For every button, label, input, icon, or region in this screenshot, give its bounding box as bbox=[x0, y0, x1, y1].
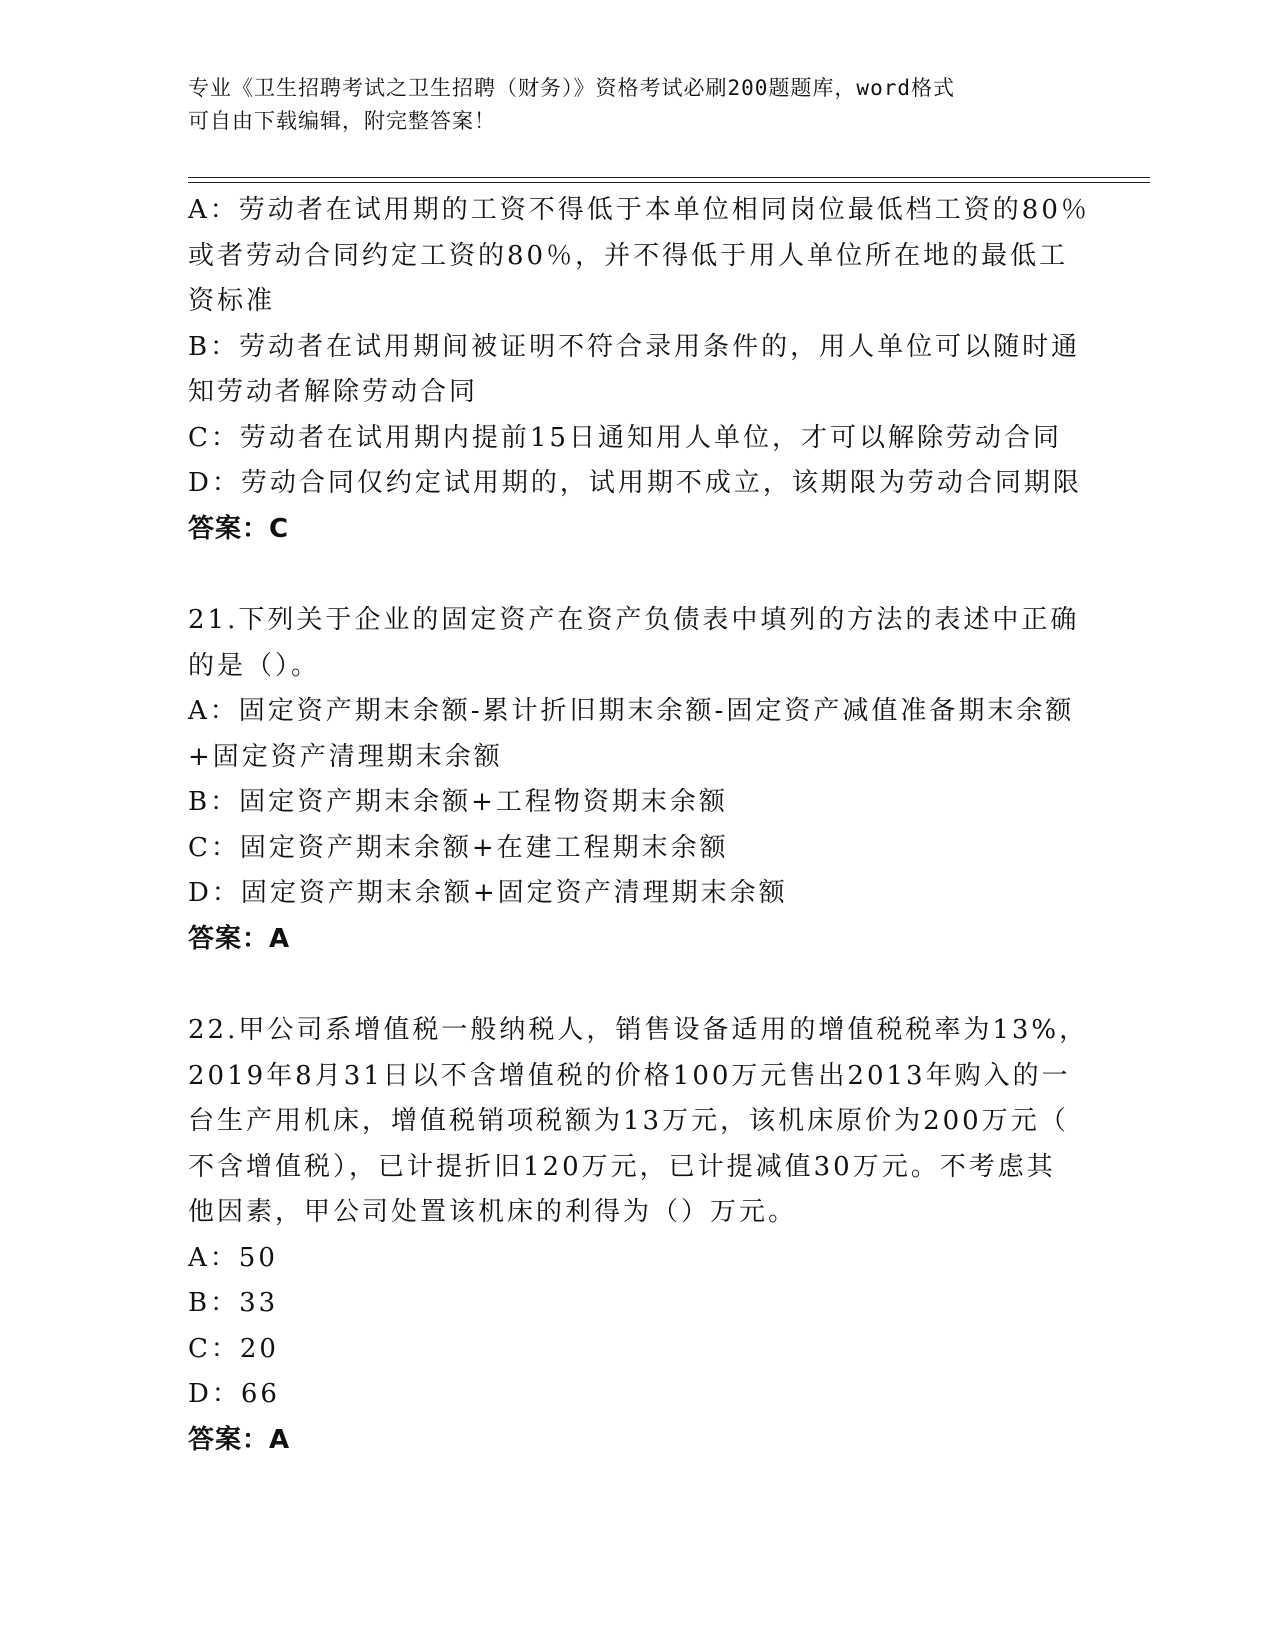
question-stem-line-4: 不含增值税），已计提折旧120万元，已计提减值30万元。不考虑其 bbox=[188, 1151, 1056, 1182]
option-c: C：劳动者在试用期内提前15日通知用人单位，才可以解除劳动合同 bbox=[188, 422, 1062, 453]
option-b: B：33 bbox=[188, 1288, 279, 1318]
answer: 答案：A bbox=[188, 923, 291, 954]
header-divider-bottom bbox=[188, 182, 1150, 183]
question-stem-line-1: 21.下列关于企业的固定资产在资产负债表中填列的方法的表述中正确 bbox=[188, 605, 1080, 635]
question-stem-line-5: 他因素，甲公司处置该机床的利得为（）万元。 bbox=[188, 1197, 798, 1227]
spacer bbox=[188, 962, 1078, 1008]
question-stem-line-2: 的是（）。 bbox=[188, 650, 321, 681]
option-d: D：劳动合同仅约定试用期的，试用期不成立，该期限为劳动合同期限 bbox=[188, 468, 1082, 498]
option-a-line-1: A：固定资产期末余额-累计折旧期末余额-固定资产减值准备期末余额 bbox=[188, 696, 1075, 726]
question-stem-line-1: 22.甲公司系增值税一般纳税人，销售设备适用的增值税税率为13%， bbox=[188, 1015, 1089, 1045]
question-21 bbox=[188, 598, 1078, 962]
answer: 答案：C bbox=[188, 513, 290, 544]
option-a-line-1: A：劳动者在试用期的工资不得低于本单位相同岗位最低档工资的80％ bbox=[188, 195, 1090, 225]
header-line-2: 可自由下载编辑，附完整答案！ bbox=[188, 109, 496, 133]
question-20 bbox=[188, 188, 1090, 552]
option-a-line-2: +固定资产清理期末余额 bbox=[188, 741, 503, 772]
question-22 bbox=[188, 1008, 1089, 1463]
option-b: B：固定资产期末余额+工程物资期末余额 bbox=[188, 787, 728, 817]
question-stem-line-3: 台生产用机床，增值税销项税额为13万元，该机床原价为200万元（ bbox=[188, 1106, 1069, 1136]
option-a-line-3: 资标准 bbox=[188, 286, 276, 316]
option-b-line-2: 知劳动者解除劳动合同 bbox=[188, 377, 479, 407]
question-stem-line-2: 2019年8月31日以不含增值税的价格100万元售出2013年购入的一 bbox=[188, 1060, 1071, 1091]
option-d: D：66 bbox=[188, 1379, 280, 1409]
option-c: C：固定资产期末余额+在建工程期末余额 bbox=[188, 832, 729, 863]
header-divider-top bbox=[188, 177, 1150, 178]
option-a: A：50 bbox=[188, 1242, 278, 1273]
option-a-line-2: 或者劳动合同约定工资的80％，并不得低于用人单位所在地的最低工 bbox=[188, 240, 1069, 271]
question-content bbox=[188, 188, 1090, 1463]
spacer bbox=[188, 552, 1078, 598]
document-header bbox=[188, 72, 1068, 138]
answer: 答案：A bbox=[188, 1424, 291, 1455]
option-b-line-1: B：劳动者在试用期间被证明不符合录用条件的，用人单位可以随时通 bbox=[188, 331, 1081, 362]
option-c: C：20 bbox=[188, 1333, 279, 1364]
header-line-1: 专业《卫生招聘考试之卫生招聘（财务）》资格考试必刷200题题库，word格式 bbox=[188, 76, 955, 100]
option-d: D：固定资产期末余额+固定资产清理期末余额 bbox=[188, 878, 788, 908]
